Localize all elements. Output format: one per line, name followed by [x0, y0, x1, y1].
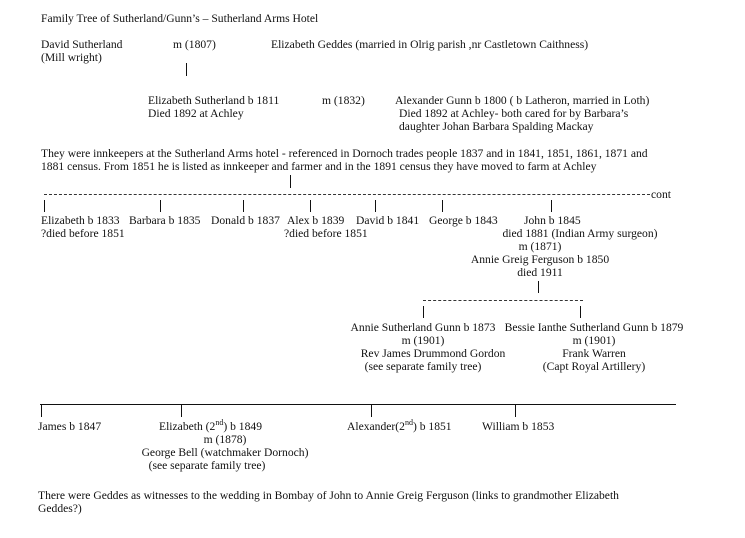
child-elizabeth-note: ?died before 1851: [41, 227, 125, 240]
tick-james: [41, 404, 42, 417]
annie-see-tree-note: (see separate family tree): [364, 360, 482, 373]
continuation-line: [40, 404, 676, 405]
john-descent-line: [538, 281, 539, 293]
child-james: James b 1847: [38, 420, 102, 433]
john-death-note: died 1881 (Indian Army surgeon): [502, 227, 658, 240]
elizabeth-2nd-see-tree-note: (see separate family tree): [148, 459, 266, 472]
bessie-husband: Frank Warren: [562, 347, 626, 360]
page-title: Family Tree of Sutherland/Gunn’s – Sutherland Arms Hotel: [41, 12, 319, 25]
tick-george: [442, 200, 443, 212]
child-alexander-2nd: Alexander(2nd) b 1851: [347, 418, 452, 433]
bessie-marriage: m (1901): [572, 334, 616, 347]
elizabeth-sutherland-death: Died 1892 at Achley: [148, 107, 244, 120]
gen1-descent-line: [186, 63, 187, 76]
footer-note-line1: There were Geddes as witnesses to the wedding in Bombay of John to Annie Greig Ferguson (links to grandmother Elizabeth: [38, 489, 619, 502]
gen2-descent-line: [290, 175, 291, 188]
gen2-marriage: m (1832): [322, 94, 365, 107]
tick-alex: [310, 200, 311, 212]
bessie-ianthe-sutherland-gunn: Bessie Ianthe Sutherland Gunn b 1879: [504, 321, 684, 334]
annie-greig-ferguson: Annie Greig Ferguson b 1850: [470, 253, 610, 266]
innkeepers-paragraph-line1: They were innkeepers at the Sutherland Arms hotel - referenced in Dornoch trades people 1837 and in 1841, 1851, 1861, 1871 and: [41, 147, 648, 160]
alexander-gunn-death: Died 1892 at Achley- both cared for by Barbara’s: [399, 107, 629, 120]
child-david: David b 1841: [356, 214, 420, 227]
annie-greig-ferguson-death: died 1911: [517, 266, 563, 279]
tick-william: [515, 404, 516, 417]
tick-donald: [243, 200, 244, 212]
grandchildren-dashed-line: [423, 300, 583, 301]
tick-elizabeth: [44, 200, 45, 212]
david-sutherland-name: David Sutherland: [41, 38, 123, 51]
david-sutherland-occupation: (Mill wright): [41, 51, 102, 64]
innkeepers-paragraph-line2: 1881 census. From 1851 he is listed as innkeeper and farmer and in the 1891 census they have moved to farm at Achley: [41, 160, 597, 173]
child-william: William b 1853: [482, 420, 555, 433]
child-alex: Alex b 1839: [287, 214, 345, 227]
child-george: George b 1843: [429, 214, 498, 227]
tick-bessie: [580, 306, 581, 318]
children-dashed-line: [44, 194, 650, 195]
child-john: John b 1845: [524, 214, 581, 227]
child-barbara: Barbara b 1835: [129, 214, 201, 227]
annie-sutherland-gunn: Annie Sutherland Gunn b 1873: [350, 321, 496, 334]
cont-label: cont: [651, 188, 671, 201]
gen1-marriage: m (1807): [173, 38, 216, 51]
alexander-gunn-care-note: daughter Johan Barbara Spalding Mackay: [399, 120, 594, 133]
annie-marriage: m (1901): [401, 334, 445, 347]
tick-elizabeth-2nd: [181, 404, 182, 417]
alexander-gunn-name: Alexander Gunn b 1800 ( b Latheron, married in Loth): [395, 94, 650, 107]
annie-husband: Rev James Drummond Gordon: [360, 347, 506, 360]
child-elizabeth-2nd: Elizabeth (2nd) b 1849: [159, 418, 262, 433]
elizabeth-2nd-marriage: m (1878): [203, 433, 247, 446]
child-elizabeth: Elizabeth b 1833: [41, 214, 120, 227]
footer-note-line2: Geddes?): [38, 502, 82, 515]
elizabeth-sutherland-name: Elizabeth Sutherland b 1811: [148, 94, 280, 107]
child-alex-note: ?died before 1851: [284, 227, 368, 240]
john-marriage: m (1871): [518, 240, 562, 253]
tick-annie: [423, 306, 424, 318]
tick-david: [375, 200, 376, 212]
child-donald: Donald b 1837: [211, 214, 280, 227]
bessie-husband-note: (Capt Royal Artillery): [542, 360, 646, 373]
elizabeth-geddes-name: Elizabeth Geddes (married in Olrig parish ,nr Castletown Caithness): [271, 38, 589, 51]
george-bell: George Bell (watchmaker Dornoch): [141, 446, 309, 459]
tick-alexander-2nd: [371, 404, 372, 417]
tick-barbara: [160, 200, 161, 212]
tick-john: [551, 200, 552, 212]
